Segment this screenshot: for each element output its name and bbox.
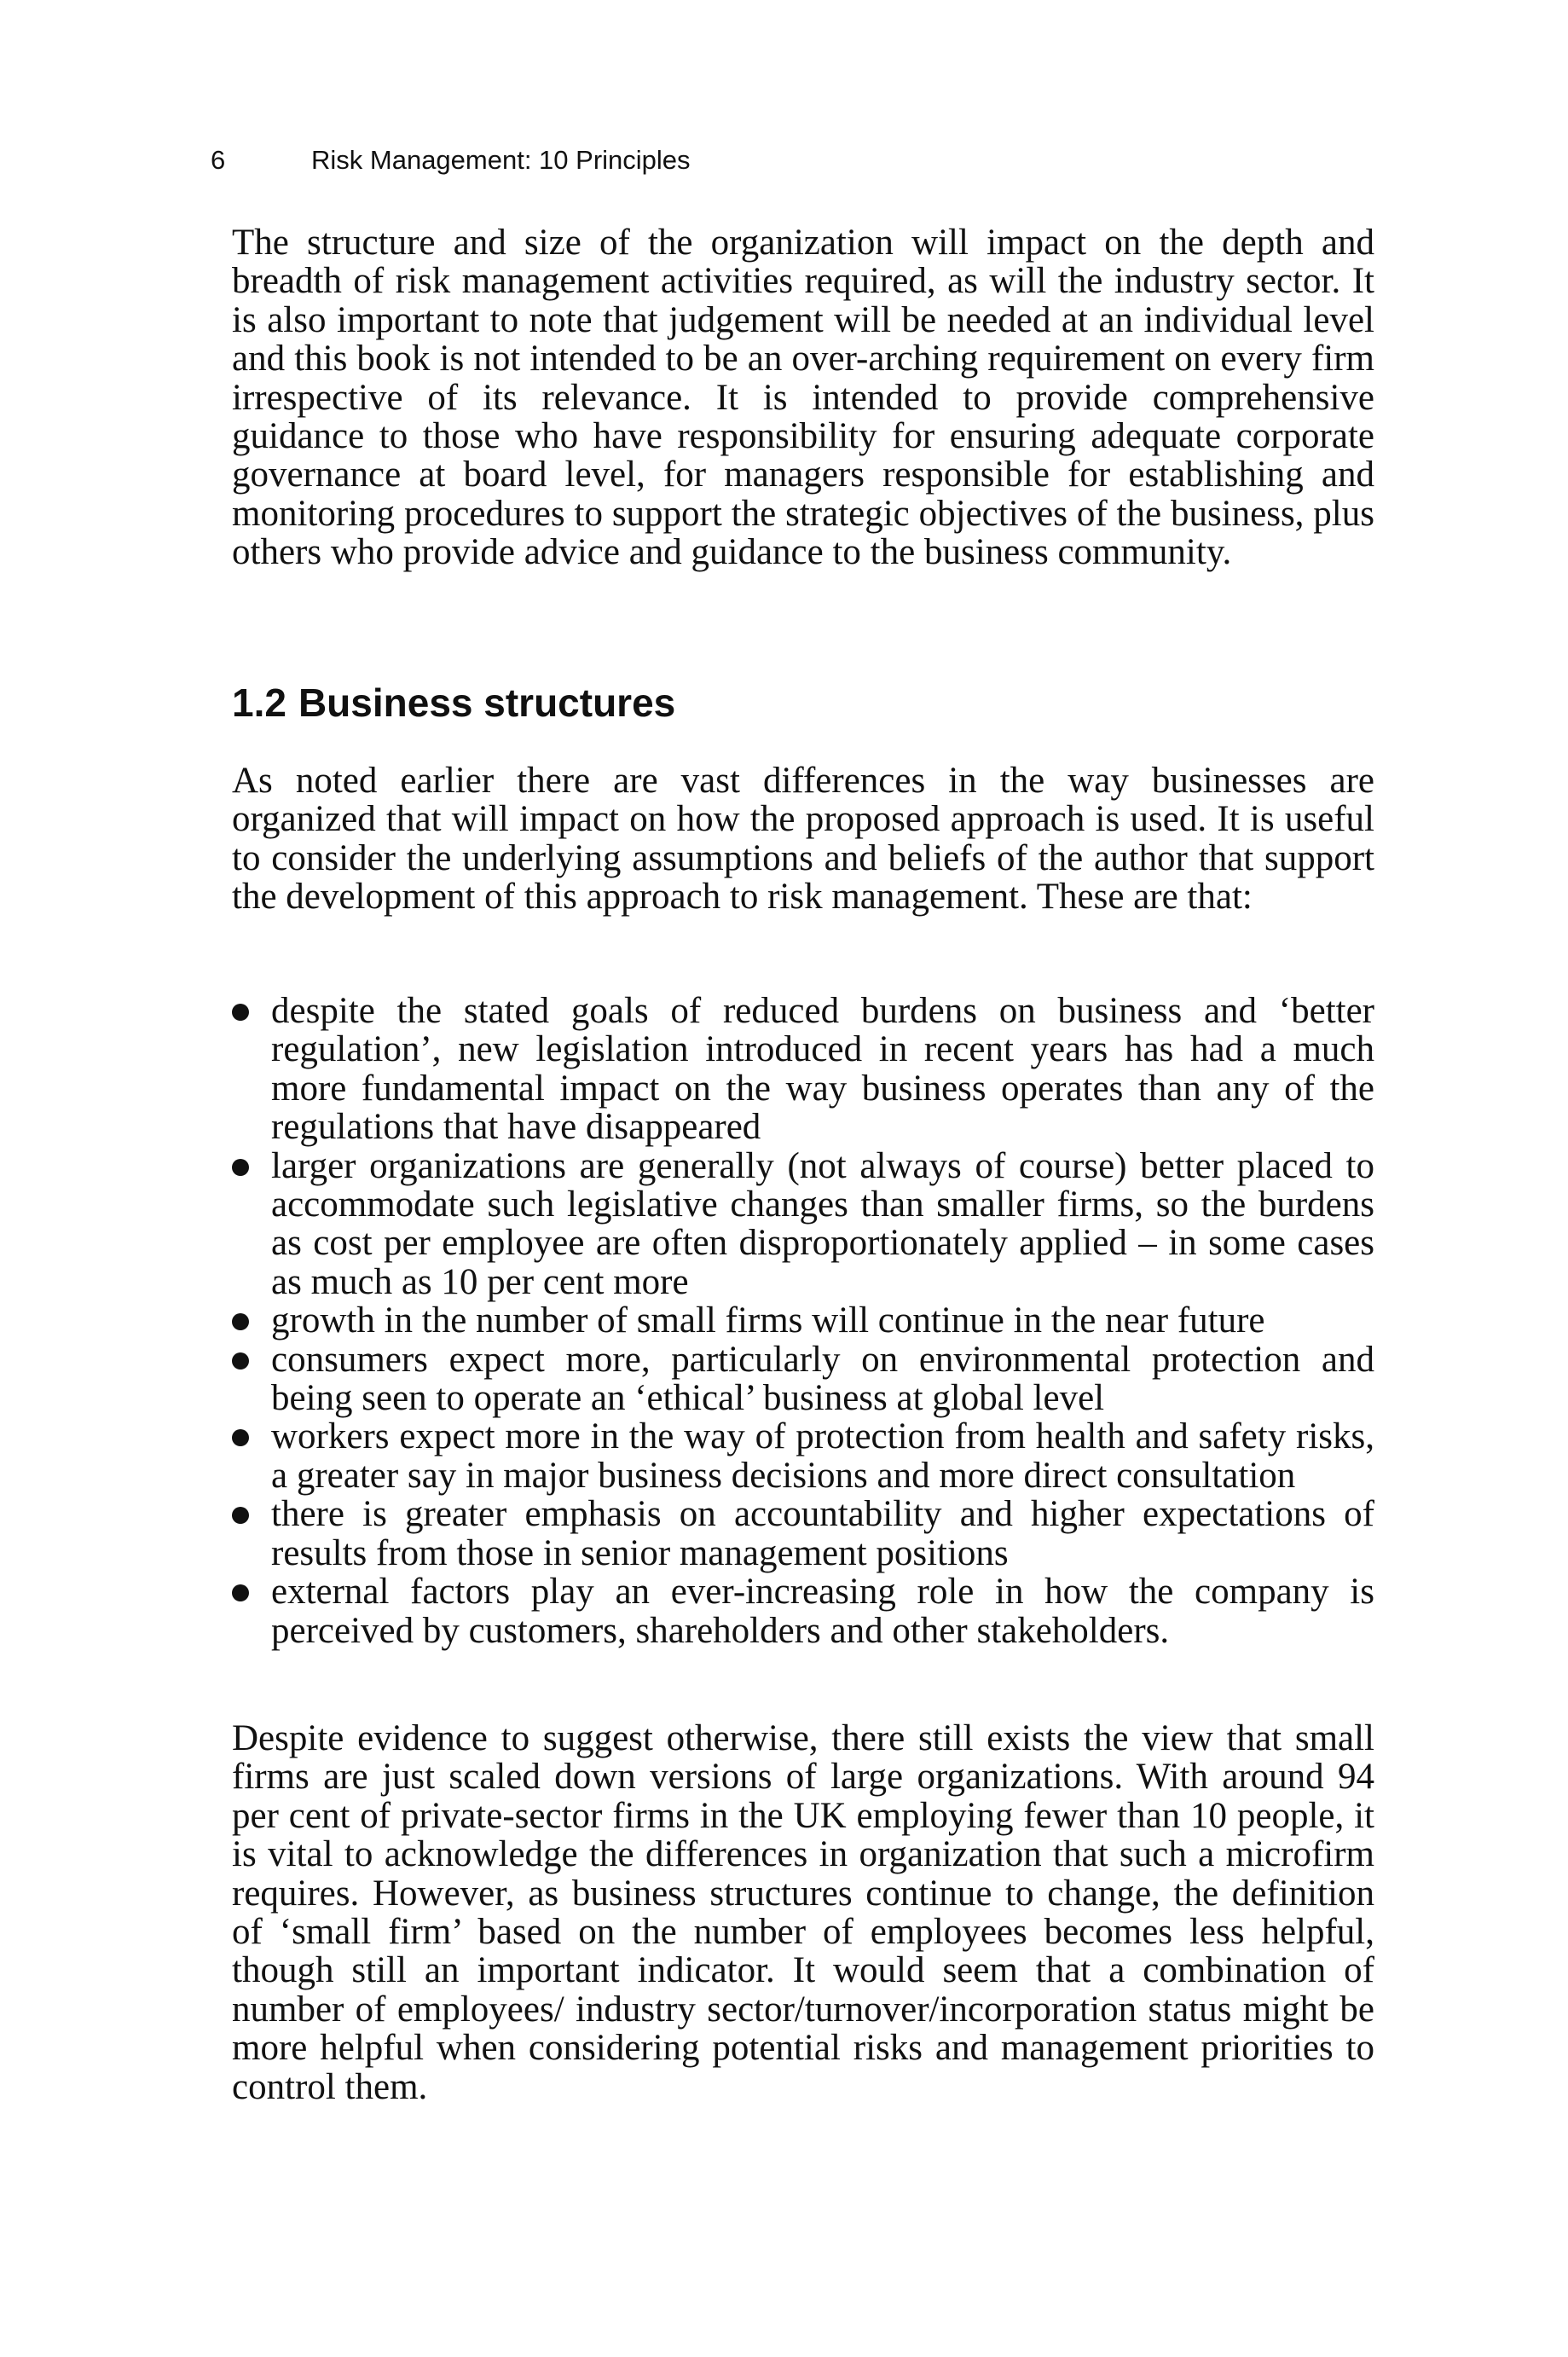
list-item-text: workers expect more in the way of protection from health and safety risks, a greater say in major business decisions and more direct consultation <box>271 1416 1374 1496</box>
section-intro-paragraph: As noted earlier there are vast differences in the way businesses are organized that will impact on how the proposed approach is used. It is useful to consider the underlying assumptions and beliefs of the author that support the development of this approach to risk management. These are that: <box>232 761 1374 918</box>
list-item-text: growth in the number of small firms will continue in the near future <box>271 1300 1265 1341</box>
bullet-icon <box>232 1352 249 1370</box>
list-item-text: larger organizations are generally (not always of course) better placed to accommodate such legislative changes than smaller firms, so the burdens as cost per employee are often disproportionately applied – in some cases as much as 10 per cent more <box>271 1145 1374 1302</box>
bullet-icon <box>232 1584 249 1601</box>
running-header <box>211 143 691 177</box>
closing-paragraph: Despite evidence to suggest otherwise, there still exists the view that small firms are just scaled down versions of large organizations. With around 94 per cent of private-sector firms in the UK employing fewer than 10 people, it is vital to acknowledge the differences in organization that such a microfirm requires. However, as business structures continue to change, the definition of ‘small firm’ based on the number of employees becomes less helpful, though still an important indicator. It would seem that a combination of number of employees/ industry sector/turnover/incorporation status might be more helpful when considering potential risks and management priorities to control them. <box>232 1718 1374 2107</box>
bullet-icon <box>232 1429 249 1446</box>
list-item-text: despite the stated goals of reduced burdens on business and ‘better regulation’, new legislation introduced in recent years has had a much more fundamental impact on the way business operates than any of the regulations that have disappeared <box>271 991 1374 1148</box>
list-item <box>232 1495 1374 1572</box>
list-item <box>232 1301 1374 1340</box>
intro-paragraph: The structure and size of the organization will impact on the depth and breadth of risk management activities required, as will the industry sector. It is also important to note that judgement will be needed at an individual level and this book is not intended to be an over-arching requirement on every firm irrespective of its relevance. It is intended to provide comprehensive guidance to those who have responsibility for ensuring adequate corporate governance at board level, for managers responsible for establishing and monitoring procedures to support the strategic objectives of the business, plus others who provide advice and guidance to the business community. <box>232 223 1374 573</box>
page-number: 6 <box>211 145 226 175</box>
list-item-text: external factors play an ever-increasing role in how the company is perceived by customers, shareholders and other stakeholders. <box>271 1572 1374 1651</box>
bullet-icon <box>232 1004 249 1021</box>
list-item <box>232 1572 1374 1650</box>
bullet-icon <box>232 1507 249 1524</box>
list-item <box>232 1417 1374 1495</box>
list-item-text: consumers expect more, particularly on environmental protection and being seen to operate an ‘ethical’ business at global level <box>271 1339 1374 1419</box>
bullet-icon <box>232 1313 249 1330</box>
section-number: 1.2 <box>232 680 286 725</box>
list-item <box>232 1341 1374 1418</box>
list-item <box>232 1147 1374 1302</box>
assumptions-list <box>232 992 1374 1650</box>
running-title: Risk Management: 10 Principles <box>311 145 691 175</box>
section-title: Business structures <box>298 680 676 725</box>
list-item-text: there is greater emphasis on accountability and higher expectations of results from those in senior management positions <box>271 1494 1374 1573</box>
bullet-icon <box>232 1159 249 1176</box>
list-item <box>232 992 1374 1147</box>
section-heading <box>232 679 675 727</box>
